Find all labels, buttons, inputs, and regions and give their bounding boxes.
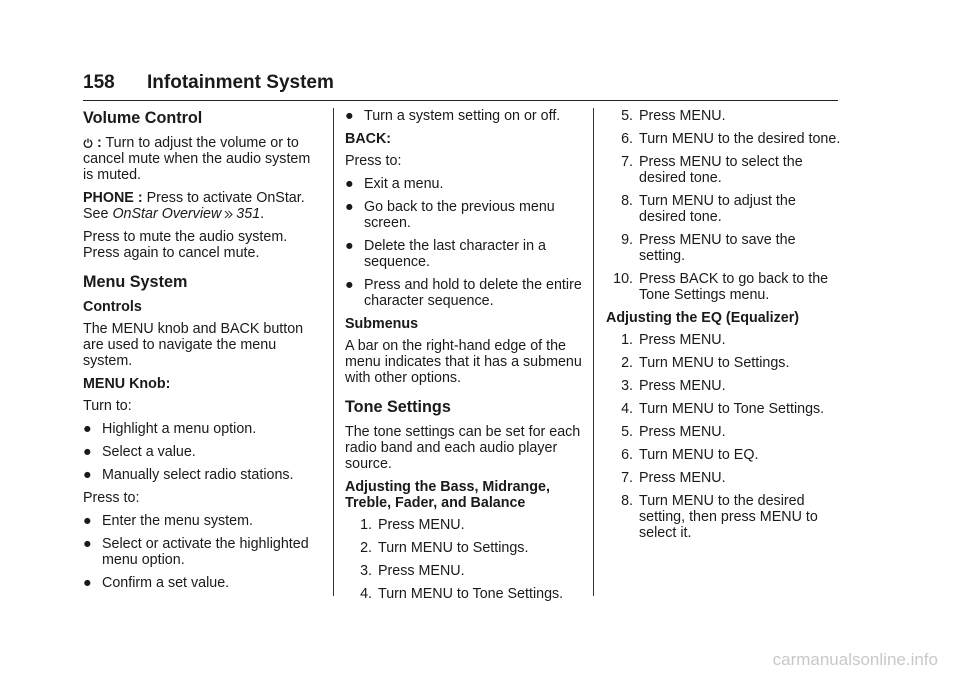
list-item: ● Go back to the previous menu screen.: [345, 199, 555, 231]
section-title: Infotainment System: [147, 72, 334, 93]
step-item: 4. Turn MENU to Tone Settings.: [621, 401, 825, 417]
menu-knob-heading: MENU Knob:: [83, 376, 171, 392]
list-item: ● Enter the menu system.: [83, 513, 253, 529]
step-item: 8. Turn MENU to adjust the desired tone.: [621, 193, 796, 225]
adjusting-eq-heading: Adjusting the EQ (Equalizer): [606, 310, 800, 326]
page-number: 158: [83, 72, 115, 93]
step-item: 1. Press MENU.: [621, 332, 726, 348]
column-right: [606, 108, 841, 548]
step-item: 8. Turn MENU to the desired setting, then press MENU to select it.: [621, 493, 818, 541]
column-middle: [345, 108, 585, 609]
step-item: 5. Press MENU.: [621, 424, 726, 440]
adjusting-bass-heading: Adjusting the Bass, Midrange, Treble, Fader, and Balance: [345, 479, 550, 511]
list-item: ● Press and hold to delete the entire character sequence.: [345, 277, 582, 309]
tone-settings-heading: Tone Settings: [345, 398, 451, 416]
list-item: ● Select a value.: [83, 444, 196, 460]
step-item: 7. Press MENU.: [621, 470, 726, 486]
watermark: carmanualsonline.info: [772, 650, 938, 669]
list-item: ● Confirm a set value.: [83, 575, 230, 591]
press-to-label: Press to:: [83, 490, 140, 506]
list-item: ● Highlight a menu option.: [83, 421, 257, 437]
back-heading: BACK:: [345, 131, 392, 147]
step-item: 9. Press MENU to save the setting.: [621, 232, 796, 264]
tone-paragraph: The tone settings can be set for each radio band and each audio player source.: [345, 424, 581, 472]
page-header: [83, 70, 838, 101]
menu-system-heading: Menu System: [83, 273, 188, 291]
list-item: ● Delete the last character in a sequence.: [345, 238, 546, 270]
step-item: 5. Press MENU.: [621, 108, 726, 124]
press-to-label: Press to:: [345, 153, 402, 169]
list-item: ● Select or activate the highlighted menu option.: [83, 536, 309, 568]
step-item: 2. Turn MENU to Settings.: [621, 355, 790, 371]
page-reference-icon: [224, 210, 233, 219]
controls-heading: Controls: [83, 299, 142, 315]
list-item: ● Turn a system setting on or off.: [345, 108, 561, 124]
turn-to-label: Turn to:: [83, 398, 132, 414]
column-divider: [333, 108, 334, 596]
column-divider: [593, 108, 594, 596]
list-item: ● Exit a menu.: [345, 176, 444, 192]
volume-paragraph: : Turn to adjust the volume or to cancel mute when the audio system is muted.: [83, 135, 311, 183]
step-item: 1. Press MENU.: [360, 517, 465, 533]
step-item: 4. Turn MENU to Tone Settings.: [360, 586, 564, 602]
step-item: 2. Turn MENU to Settings.: [360, 540, 529, 556]
phone-paragraph: PHONE : Press to activate OnStar. See OnStar Overview 351.: [83, 190, 305, 222]
power-icon: [83, 138, 93, 148]
list-item: ● Manually select radio stations.: [83, 467, 294, 483]
submenus-heading: Submenus: [345, 316, 419, 332]
step-item: 3. Press MENU.: [360, 563, 465, 579]
step-item: 3. Press MENU.: [621, 378, 726, 394]
mute-paragraph: Press to mute the audio system. Press again to cancel mute.: [83, 229, 288, 261]
step-item: 7. Press MENU to select the desired tone.: [621, 154, 803, 186]
step-item: 10. Press BACK to go back to the Tone Settings menu.: [613, 271, 829, 303]
onstar-link[interactable]: OnStar Overview: [112, 206, 222, 222]
controls-paragraph: The MENU knob and BACK button are used to navigate the menu system.: [83, 321, 304, 369]
submenus-paragraph: A bar on the right-hand edge of the menu indicates that it has a submenu with other options.: [345, 338, 582, 386]
column-left: [83, 108, 323, 598]
step-item: 6. Turn MENU to the desired tone.: [621, 131, 841, 147]
step-item: 6. Turn MENU to EQ.: [621, 447, 759, 463]
volume-control-heading: Volume Control: [83, 109, 203, 127]
